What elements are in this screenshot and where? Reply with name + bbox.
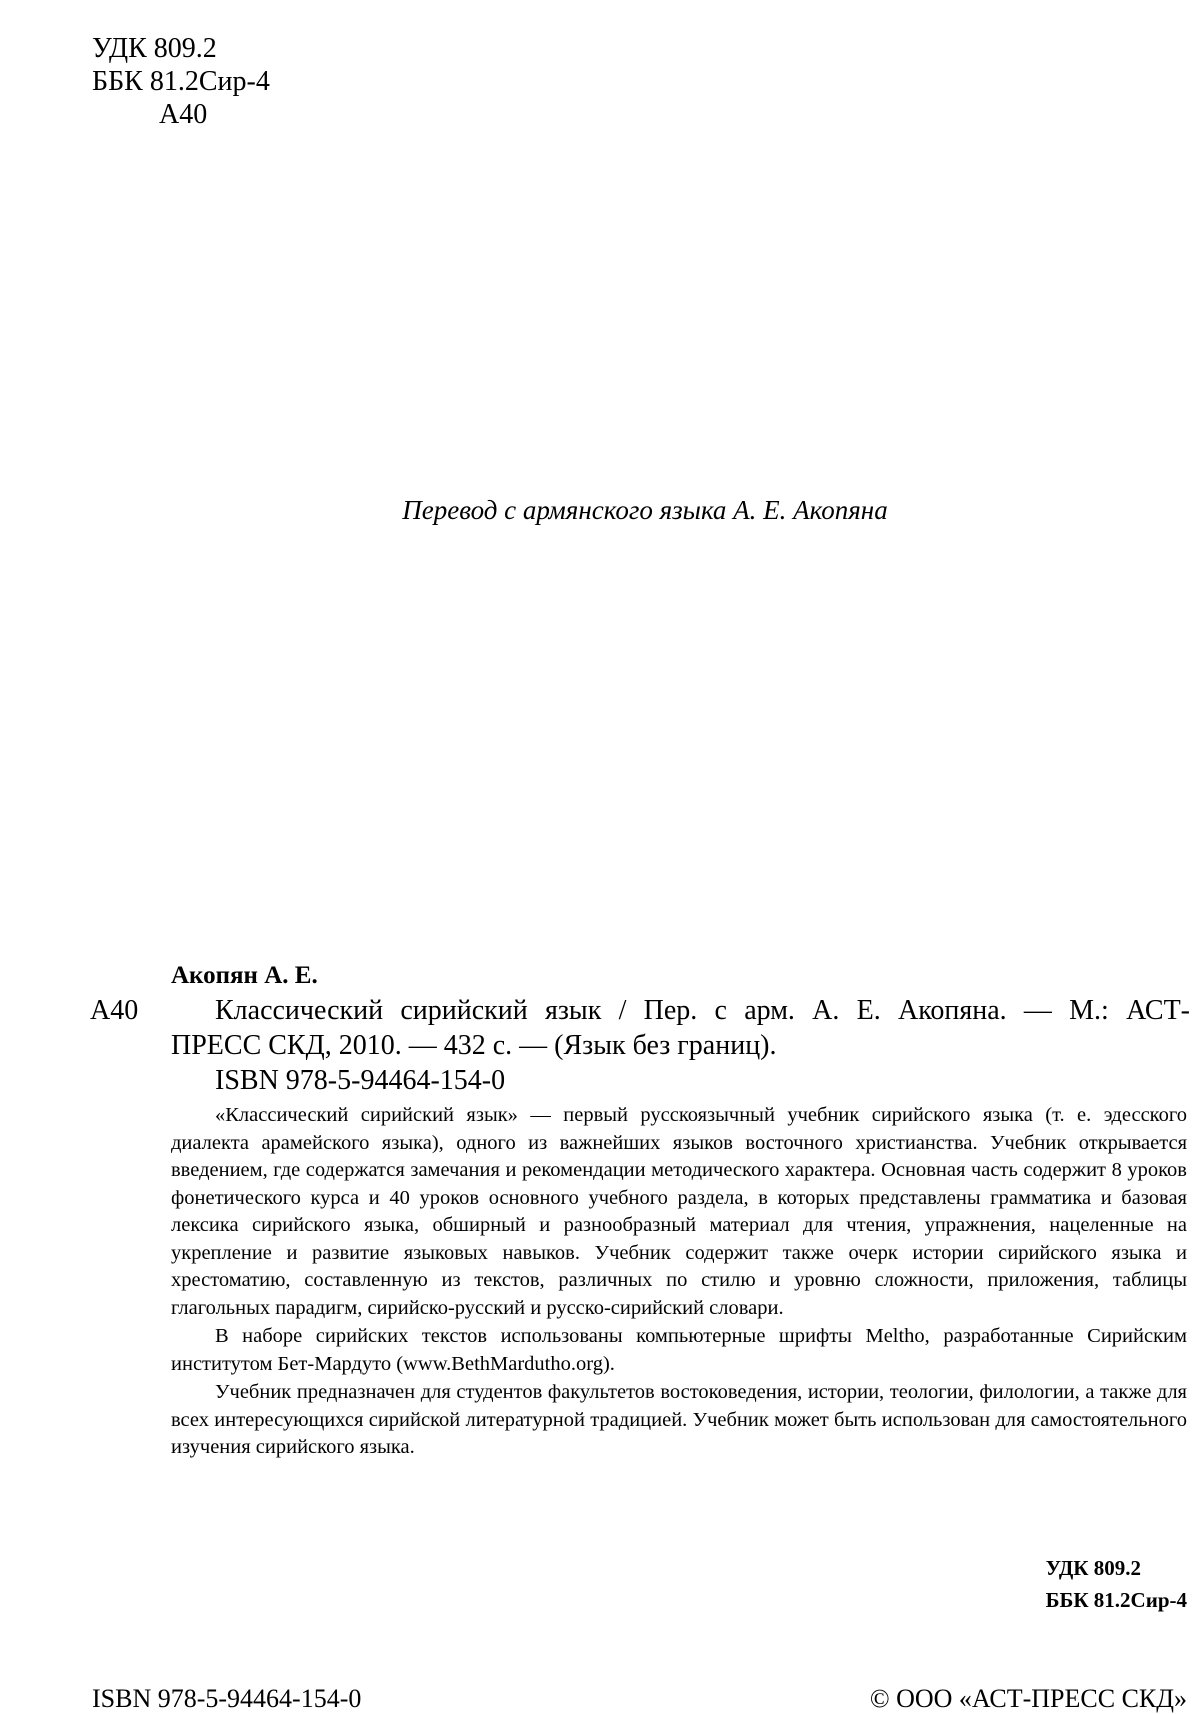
bottom-classification-codes [1046, 1552, 1187, 1616]
footer-isbn: ISBN 978-5-94464-154-0 [92, 1684, 361, 1714]
record-description-line1: Классический сирийский язык / Пер. с арм. А. Е. Акопяна. — М.: АСТ- [171, 993, 1190, 1028]
udk-code: УДК 809.2 [92, 32, 270, 65]
footer-copyright: © ООО «АСТ-ПРЕСС СКД» [870, 1684, 1187, 1714]
annotation-paragraph-2: В наборе сирийских текстов использованы компьютерные шрифты Meltho, разработанные Сирийским институтом Бет-Мардуто (www.BethMardutho.org). [171, 1323, 1187, 1378]
record-description-line2: ПРЕСС СКД, 2010. — 432 с. — (Язык без границ). [171, 1028, 1190, 1063]
translator-note: Перевод с армянского языка А. Е. Акопяна [0, 494, 1200, 526]
top-classification-codes [92, 32, 270, 131]
author-mark: А40 [92, 98, 270, 131]
record-isbn: ISBN 978-5-94464-154-0 [90, 1063, 1190, 1098]
bottom-udk-code: УДК 809.2 [1046, 1552, 1187, 1584]
record-description-row [90, 993, 1190, 1063]
bottom-bbk-code: ББК 81.2Сир-4 [1046, 1584, 1187, 1616]
bbk-code: ББК 81.2Сир-4 [92, 65, 270, 98]
annotation-paragraph-3: Учебник предназначен для студентов факультетов востоковедения, истории, теологии, филологии, а также для всех интересующихся сирийской литературной традицией. Учебник может быть использован для самостоятельного изучения сирийского языка. [171, 1379, 1187, 1462]
record-author: Акопян А. Е. [90, 958, 1190, 993]
record-description [90, 993, 1190, 1063]
annotation [171, 1102, 1187, 1463]
annotation-paragraph-1: «Классический сирийский язык» — первый русскоязычный учебник сирийского языка (т. е. эдесского диалекта арамейского языка), одного из важнейших языков восточного христианства. Учебник открывается введением, где содержатся замечания и рекомендации методического характера. Основная часть содержит 8 уроков фонетического курса и 40 уроков основного учебного раздела, в которых представлены грамматика и базовая лексика сирийского языка, обширный и разнообразный материал для чтения, упражнения, нацеленные на укрепление и развитие языковых навыков. Учебник содержит также очерк истории сирийского языка и хрестоматию, составленную из текстов, различных по стилю и уровню сложности, приложения, таблицы глагольных парадигм, сирийско-русский и русско-сирийский словари. [171, 1102, 1187, 1322]
record-author-mark: А40 [90, 993, 138, 1028]
bibliographic-record [90, 958, 1190, 1098]
